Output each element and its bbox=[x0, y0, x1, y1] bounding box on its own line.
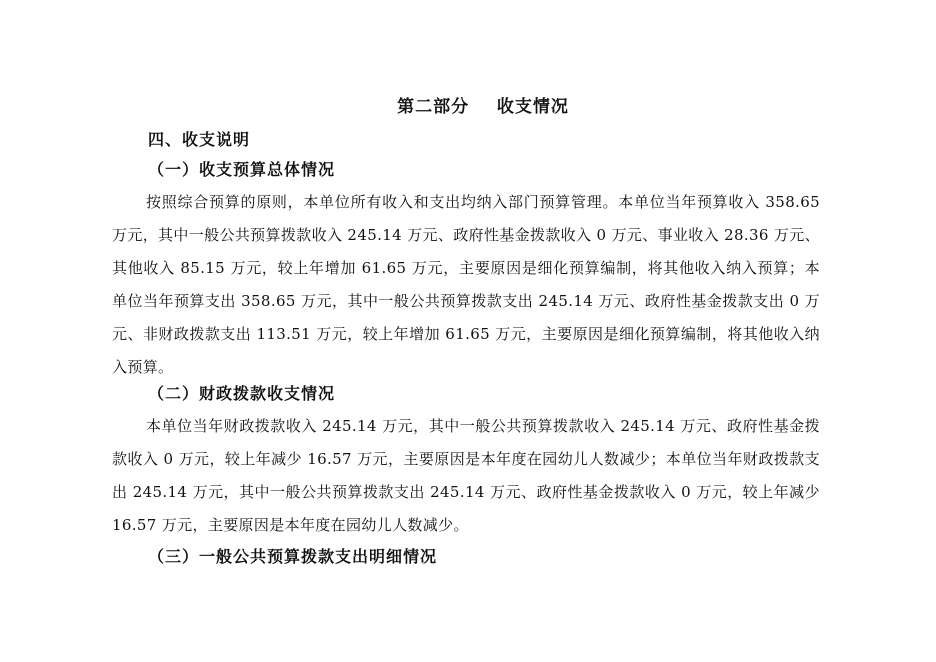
part-title: 第二部分 收支情况 bbox=[397, 97, 569, 117]
paragraph-fiscal-appropriation: 本单位当年财政拨款收入 245.14 万元，其中一般公共预算拨款收入 245.14 万元、政府性基金拨款收入 0 万元，较上年减少 16.57 万元，主要原因是本年度在园幼儿人数减少；本单位当年财政拨款支出 245.14 万元，其中一般公共预算拨款支出 245.14 万元、政府性基金拨款收入 0 万元，较上年减少 16.57 万元，主要原因是本年度在园幼儿人数减少。 bbox=[112, 417, 820, 534]
section-heading: 四、收支说明 bbox=[148, 130, 251, 149]
sub-heading-budget-overview: （一）收支预算总体情况 bbox=[148, 160, 336, 179]
sub-heading-general-expenditure: （三）一般公共预算拨款支出明细情况 bbox=[148, 547, 438, 566]
sub-heading-fiscal-appropriation: （二）财政拨款收支情况 bbox=[148, 384, 336, 403]
paragraph-budget-overview: 按照综合预算的原则，本单位所有收入和支出均纳入部门预算管理。本单位当年预算收入 358.65 万元，其中一般公共预算拨款收入 245.14 万元、政府性基金拨款收入 0 万元、事业收入 28.36 万元、其他收入 85.15 万元，较上年增加 61.65 万元，主要原因是细化预算编制，将其他收入纳入预算；本单位当年预算支出 358.65 万元，其中一般公共预算拨款支出 245.14 万元、政府性基金拨款支出 0 万元、非财政拨款支出 113.51 万元，较上年增加 61.65 万元，主要原因是细化预算编制，将其他收入纳入预算。 bbox=[112, 193, 820, 376]
